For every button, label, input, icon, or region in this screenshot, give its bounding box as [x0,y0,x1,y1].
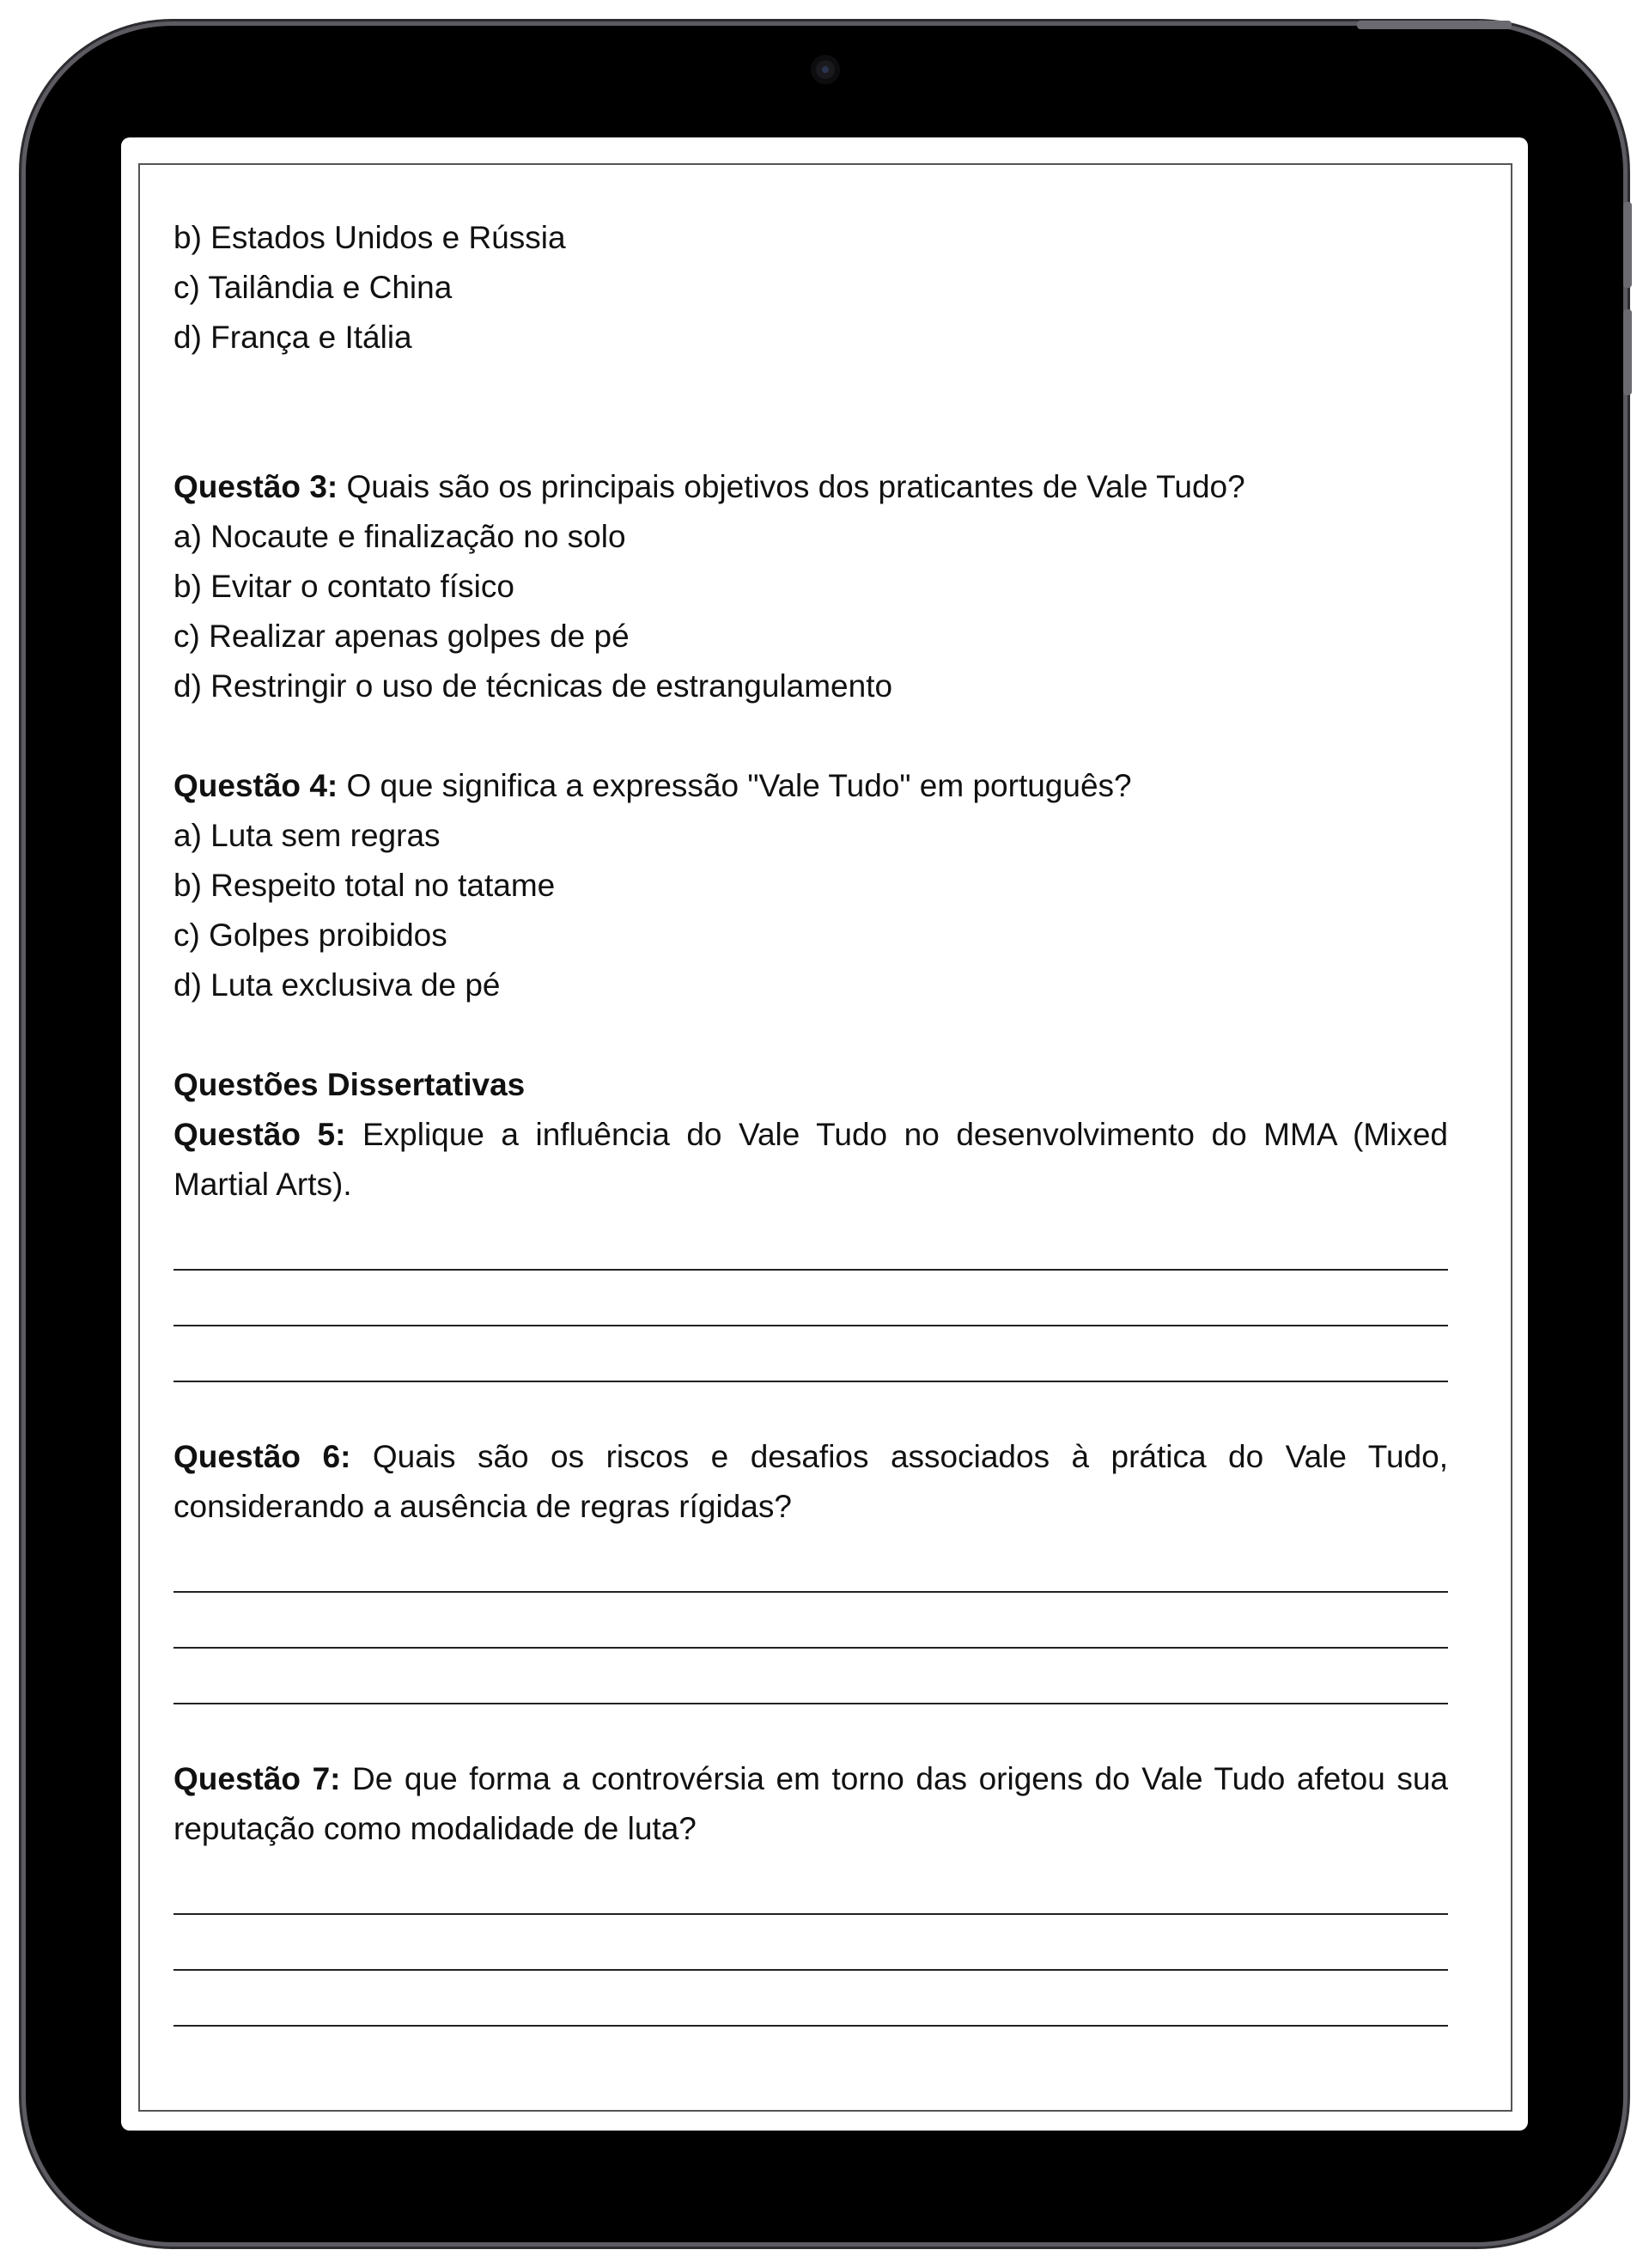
answer-line[interactable] [173,1969,1448,1971]
answer-line[interactable] [173,1647,1448,1649]
front-camera-icon [811,55,840,84]
answer-line[interactable] [173,1913,1448,1915]
question-5-label: Questão 5: [173,1117,346,1152]
document-content [173,213,1448,2027]
spacer [173,363,1448,462]
option-c: c) Tailândia e China [173,270,453,305]
question-3-text: Quais são os principais objetivos dos praticantes de Vale Tudo? [338,469,1245,504]
q3-option-c: c) Realizar apenas golpes de pé [173,619,630,654]
question-4 [173,761,1448,811]
spacer [173,1010,1448,1060]
spacer [173,711,1448,761]
option-d: d) França e Itália [173,320,412,355]
question-7-text: De que forma a controvérsia em torno das origens do Vale Tudo afetou sua reputação como modalidade de luta? [173,1761,1449,1846]
answer-line[interactable] [173,1591,1448,1593]
question-3 [173,462,1448,512]
question-6-label: Questão 6: [173,1439,351,1474]
question-6 [173,1432,1448,1532]
q4-option-d: d) Luta exclusiva de pé [173,967,501,1003]
spacer [173,1382,1448,1432]
q4-option-b: b) Respeito total no tatame [173,868,556,903]
q4-option-a: a) Luta sem regras [173,818,441,853]
essay-section-heading: Questões Dissertativas [173,1067,526,1102]
question-5-text: Explique a influência do Vale Tudo no desenvolvimento do MMA (Mixed Martial Arts). [173,1117,1448,1202]
q4-option-c: c) Golpes proibidos [173,918,447,953]
tablet-screen [121,137,1528,2131]
question-6-text: Quais são os riscos e desafios associados à prática do Vale Tudo, considerando a ausência de regras rígidas? [173,1439,1448,1524]
option-b: b) Estados Unidos e Rússia [173,220,566,255]
spacer [173,1704,1448,1754]
question-4-text: O que significa a expressão "Vale Tudo" em português? [338,768,1132,803]
question-7 [173,1754,1448,1854]
question-7-label: Questão 7: [173,1761,341,1796]
answer-line[interactable] [173,1325,1448,1326]
question-3-label: Questão 3: [173,469,338,504]
answer-line[interactable] [173,2025,1448,2027]
q3-option-b: b) Evitar o contato físico [173,569,514,604]
power-button [1357,21,1512,29]
question-4-label: Questão 4: [173,768,338,803]
answer-line[interactable] [173,1269,1448,1271]
volume-up-button [1623,202,1632,288]
volume-down-button [1623,309,1632,395]
q3-option-a: a) Nocaute e finalização no solo [173,519,626,554]
q3-option-d: d) Restringir o uso de técnicas de estrangulamento [173,668,893,704]
question-5 [173,1110,1448,1210]
